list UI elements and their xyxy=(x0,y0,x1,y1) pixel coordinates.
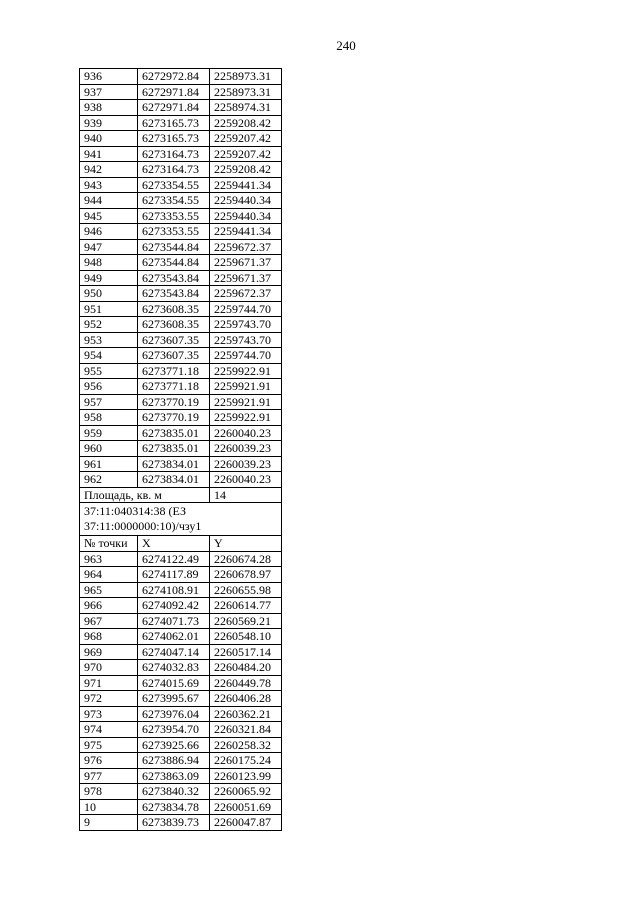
x-coordinate-cell: 6273925.66 xyxy=(138,737,210,753)
point-number-cell: 960 xyxy=(80,441,138,457)
point-number-cell: 949 xyxy=(80,270,138,286)
table-row xyxy=(80,255,282,271)
table-row xyxy=(80,394,282,410)
y-coordinate-cell: 2259208.42 xyxy=(210,162,282,178)
point-number-cell: 972 xyxy=(80,691,138,707)
point-number-cell: 9 xyxy=(80,815,138,831)
point-number-cell: 946 xyxy=(80,224,138,240)
x-coordinate-cell: 6273543.84 xyxy=(138,270,210,286)
x-coordinate-cell: 6274117.89 xyxy=(138,567,210,583)
y-header: Y xyxy=(210,536,282,552)
table-row xyxy=(80,799,282,815)
y-coordinate-cell: 2259922.91 xyxy=(210,363,282,379)
y-coordinate-cell: 2258973.31 xyxy=(210,84,282,100)
y-coordinate-cell: 2259440.34 xyxy=(210,208,282,224)
y-coordinate-cell: 2260548.10 xyxy=(210,629,282,645)
table-row xyxy=(80,551,282,567)
x-coordinate-cell: 6273544.84 xyxy=(138,239,210,255)
x-coordinate-cell: 6274015.69 xyxy=(138,675,210,691)
y-coordinate-cell: 2260678.97 xyxy=(210,567,282,583)
point-number-cell: 942 xyxy=(80,162,138,178)
y-coordinate-cell: 2258974.31 xyxy=(210,100,282,116)
y-coordinate-cell: 2260039.23 xyxy=(210,456,282,472)
x-coordinate-cell: 6272971.84 xyxy=(138,84,210,100)
x-coordinate-cell: 6273608.35 xyxy=(138,317,210,333)
y-coordinate-cell: 2258973.31 xyxy=(210,69,282,85)
table-row xyxy=(80,737,282,753)
table-row xyxy=(80,815,282,831)
y-coordinate-cell: 2260655.98 xyxy=(210,582,282,598)
table-row xyxy=(80,629,282,645)
point-number-cell: 974 xyxy=(80,722,138,738)
point-number-cell: 968 xyxy=(80,629,138,645)
table-row xyxy=(80,270,282,286)
point-number-cell: 975 xyxy=(80,737,138,753)
table-row xyxy=(80,644,282,660)
table-row xyxy=(80,239,282,255)
x-coordinate-cell: 6273353.55 xyxy=(138,208,210,224)
table-row xyxy=(80,613,282,629)
y-coordinate-cell: 2260614.77 xyxy=(210,598,282,614)
point-number-cell: 956 xyxy=(80,379,138,395)
table-row xyxy=(80,598,282,614)
table-row xyxy=(80,582,282,598)
table-row xyxy=(80,146,282,162)
point-number-cell: 978 xyxy=(80,784,138,800)
point-number-cell: 957 xyxy=(80,394,138,410)
y-coordinate-cell: 2260449.78 xyxy=(210,675,282,691)
table-row xyxy=(80,472,282,488)
x-coordinate-cell: 6274062.01 xyxy=(138,629,210,645)
table-row xyxy=(80,722,282,738)
y-coordinate-cell: 2259921.91 xyxy=(210,379,282,395)
x-coordinate-cell: 6273607.35 xyxy=(138,332,210,348)
y-coordinate-cell: 2260047.87 xyxy=(210,815,282,831)
table-row xyxy=(80,660,282,676)
point-number-cell: 943 xyxy=(80,177,138,193)
x-coordinate-cell: 6274122.49 xyxy=(138,551,210,567)
table-row xyxy=(80,193,282,209)
table-row xyxy=(80,410,282,426)
y-coordinate-cell: 2259922.91 xyxy=(210,410,282,426)
point-number-cell: 944 xyxy=(80,193,138,209)
point-number-cell: 964 xyxy=(80,567,138,583)
table-row xyxy=(80,115,282,131)
table-row xyxy=(80,784,282,800)
table-row xyxy=(80,441,282,457)
point-number-cell: 961 xyxy=(80,456,138,472)
y-coordinate-cell: 2260123.99 xyxy=(210,768,282,784)
x-coordinate-cell: 6273164.73 xyxy=(138,162,210,178)
y-coordinate-cell: 2259671.37 xyxy=(210,255,282,271)
x-coordinate-cell: 6273863.09 xyxy=(138,768,210,784)
point-number-cell: 971 xyxy=(80,675,138,691)
table-row xyxy=(80,425,282,441)
point-number-cell: 967 xyxy=(80,613,138,629)
x-coordinate-cell: 6273835.01 xyxy=(138,441,210,457)
point-number-cell: 959 xyxy=(80,425,138,441)
table-row xyxy=(80,301,282,317)
y-coordinate-cell: 2260258.32 xyxy=(210,737,282,753)
y-coordinate-cell: 2259921.91 xyxy=(210,394,282,410)
page-number: 240 xyxy=(336,38,356,53)
point-number-cell: 940 xyxy=(80,131,138,147)
area-value-cell: 14 xyxy=(210,487,282,503)
table-row xyxy=(80,162,282,178)
table-row xyxy=(80,224,282,240)
area-row xyxy=(80,487,282,503)
y-coordinate-cell: 2259744.70 xyxy=(210,348,282,364)
table-row xyxy=(80,363,282,379)
x-coordinate-cell: 6274092.42 xyxy=(138,598,210,614)
x-coordinate-cell: 6273771.18 xyxy=(138,363,210,379)
table-row xyxy=(80,691,282,707)
point-number-cell: 939 xyxy=(80,115,138,131)
x-coordinate-cell: 6273976.04 xyxy=(138,706,210,722)
x-coordinate-cell: 6273354.55 xyxy=(138,193,210,209)
table-row xyxy=(80,348,282,364)
x-coordinate-cell: 6273886.94 xyxy=(138,753,210,769)
y-coordinate-cell: 2259440.34 xyxy=(210,193,282,209)
y-coordinate-cell: 2260065.92 xyxy=(210,784,282,800)
point-number-cell: 941 xyxy=(80,146,138,162)
y-coordinate-cell: 2259671.37 xyxy=(210,270,282,286)
area-label-cell: Площадь, кв. м xyxy=(80,487,210,503)
y-coordinate-cell: 2260051.69 xyxy=(210,799,282,815)
cadastral-number-cell: 37:11:040314:38 (ЕЗ 37:11:0000000:10)/чзу1 xyxy=(80,503,282,536)
x-coordinate-cell: 6273834.01 xyxy=(138,456,210,472)
y-coordinate-cell: 2259672.37 xyxy=(210,239,282,255)
x-coordinate-cell: 6273353.55 xyxy=(138,224,210,240)
x-header: X xyxy=(138,536,210,552)
y-coordinate-cell: 2260569.21 xyxy=(210,613,282,629)
x-coordinate-cell: 6273839.73 xyxy=(138,815,210,831)
table-row xyxy=(80,317,282,333)
point-number-cell: 962 xyxy=(80,472,138,488)
coordinates-table xyxy=(79,68,282,831)
y-coordinate-cell: 2259743.70 xyxy=(210,332,282,348)
x-coordinate-cell: 6273770.19 xyxy=(138,394,210,410)
y-coordinate-cell: 2260039.23 xyxy=(210,441,282,457)
y-coordinate-cell: 2260040.23 xyxy=(210,472,282,488)
x-coordinate-cell: 6273165.73 xyxy=(138,131,210,147)
point-number-cell: 945 xyxy=(80,208,138,224)
y-coordinate-cell: 2260040.23 xyxy=(210,425,282,441)
y-coordinate-cell: 2259743.70 xyxy=(210,317,282,333)
x-coordinate-cell: 6273840.32 xyxy=(138,784,210,800)
point-number-cell: 953 xyxy=(80,332,138,348)
x-coordinate-cell: 6273354.55 xyxy=(138,177,210,193)
cadastral-row xyxy=(80,503,282,536)
table-row xyxy=(80,379,282,395)
coordinates-table-body xyxy=(80,69,282,831)
point-number-cell: 947 xyxy=(80,239,138,255)
table-row xyxy=(80,456,282,472)
x-coordinate-cell: 6273771.18 xyxy=(138,379,210,395)
y-coordinate-cell: 2259441.34 xyxy=(210,177,282,193)
table-row xyxy=(80,69,282,85)
point-number-header: № точки xyxy=(80,536,138,552)
point-number-cell: 963 xyxy=(80,551,138,567)
y-coordinate-cell: 2259208.42 xyxy=(210,115,282,131)
point-number-cell: 948 xyxy=(80,255,138,271)
x-coordinate-cell: 6273834.78 xyxy=(138,799,210,815)
y-coordinate-cell: 2260175.24 xyxy=(210,753,282,769)
x-coordinate-cell: 6273543.84 xyxy=(138,286,210,302)
y-coordinate-cell: 2260406.28 xyxy=(210,691,282,707)
table-header-row xyxy=(80,536,282,552)
x-coordinate-cell: 6272972.84 xyxy=(138,69,210,85)
table-row xyxy=(80,706,282,722)
x-coordinate-cell: 6274071.73 xyxy=(138,613,210,629)
point-number-cell: 951 xyxy=(80,301,138,317)
table-row xyxy=(80,208,282,224)
x-coordinate-cell: 6273995.67 xyxy=(138,691,210,707)
y-coordinate-cell: 2260517.14 xyxy=(210,644,282,660)
x-coordinate-cell: 6274108.91 xyxy=(138,582,210,598)
point-number-cell: 969 xyxy=(80,644,138,660)
table-row xyxy=(80,753,282,769)
y-coordinate-cell: 2259744.70 xyxy=(210,301,282,317)
point-number-cell: 958 xyxy=(80,410,138,426)
x-coordinate-cell: 6273770.19 xyxy=(138,410,210,426)
x-coordinate-cell: 6273607.35 xyxy=(138,348,210,364)
table-row xyxy=(80,332,282,348)
x-coordinate-cell: 6274047.14 xyxy=(138,644,210,660)
y-coordinate-cell: 2260484.20 xyxy=(210,660,282,676)
point-number-cell: 973 xyxy=(80,706,138,722)
table-row xyxy=(80,286,282,302)
x-coordinate-cell: 6273834.01 xyxy=(138,472,210,488)
point-number-cell: 955 xyxy=(80,363,138,379)
point-number-cell: 966 xyxy=(80,598,138,614)
point-number-cell: 938 xyxy=(80,100,138,116)
x-coordinate-cell: 6273608.35 xyxy=(138,301,210,317)
x-coordinate-cell: 6272971.84 xyxy=(138,100,210,116)
point-number-cell: 10 xyxy=(80,799,138,815)
x-coordinate-cell: 6273954.70 xyxy=(138,722,210,738)
x-coordinate-cell: 6273835.01 xyxy=(138,425,210,441)
point-number-cell: 970 xyxy=(80,660,138,676)
table-row xyxy=(80,84,282,100)
y-coordinate-cell: 2260674.28 xyxy=(210,551,282,567)
x-coordinate-cell: 6274032.83 xyxy=(138,660,210,676)
table-row xyxy=(80,768,282,784)
y-coordinate-cell: 2259207.42 xyxy=(210,131,282,147)
y-coordinate-cell: 2260321.84 xyxy=(210,722,282,738)
point-number-cell: 976 xyxy=(80,753,138,769)
table-row xyxy=(80,567,282,583)
y-coordinate-cell: 2259441.34 xyxy=(210,224,282,240)
table-row xyxy=(80,177,282,193)
point-number-cell: 936 xyxy=(80,69,138,85)
table-row xyxy=(80,100,282,116)
point-number-cell: 965 xyxy=(80,582,138,598)
point-number-cell: 937 xyxy=(80,84,138,100)
table-row xyxy=(80,675,282,691)
point-number-cell: 954 xyxy=(80,348,138,364)
x-coordinate-cell: 6273165.73 xyxy=(138,115,210,131)
point-number-cell: 950 xyxy=(80,286,138,302)
point-number-cell: 977 xyxy=(80,768,138,784)
x-coordinate-cell: 6273164.73 xyxy=(138,146,210,162)
y-coordinate-cell: 2259672.37 xyxy=(210,286,282,302)
table-row xyxy=(80,131,282,147)
point-number-cell: 952 xyxy=(80,317,138,333)
y-coordinate-cell: 2260362.21 xyxy=(210,706,282,722)
y-coordinate-cell: 2259207.42 xyxy=(210,146,282,162)
x-coordinate-cell: 6273544.84 xyxy=(138,255,210,271)
